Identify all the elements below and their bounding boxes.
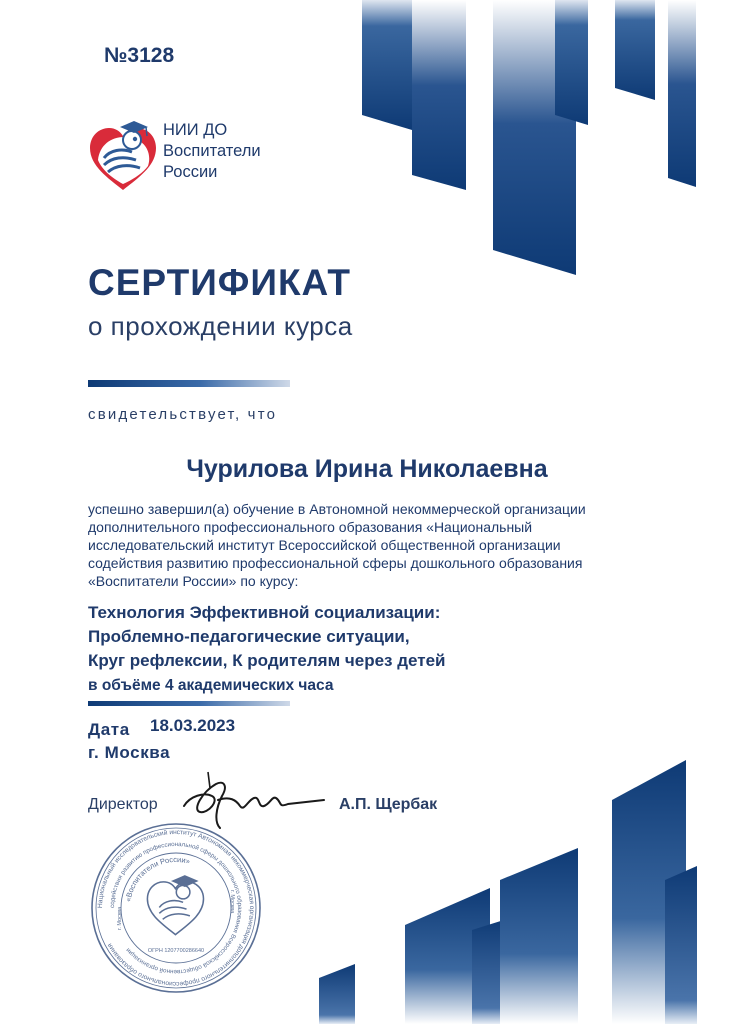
seal-outer-text: Национальный исследовательский институт Автономная некоммерческая организация дополнительного профессионального образования: [96, 828, 256, 988]
certificate-subtitle: о прохождении курса: [88, 311, 353, 341]
org-name-line: Воспитатели: [163, 142, 261, 160]
seal-logo-icon: [147, 876, 203, 935]
course-line: Технология Эффективной социализации:: [88, 603, 441, 622]
seal-right-text: г. Москва: [229, 890, 235, 914]
organization-name: [163, 120, 261, 183]
certificate-number: №3128: [104, 44, 175, 67]
certificate-title: СЕРТИФИКАТ: [88, 262, 352, 303]
certifies-text: свидетельствует, что: [88, 406, 278, 423]
director-label: Директор: [88, 796, 158, 813]
org-name-line: России: [163, 163, 218, 181]
completion-line: исследовательский институт Всероссийской общественной организации: [88, 537, 561, 553]
completion-line: «Воспитатели России» по курсу:: [88, 573, 299, 589]
course-title: [88, 601, 688, 673]
date-value: 18.03.2023: [150, 716, 236, 735]
course-line: Круг рефлексии, К родителям через детей: [88, 651, 446, 670]
seal-center-text: «Воспитатели России»: [123, 854, 192, 903]
decor-bar: [665, 866, 697, 1024]
decor-bar: [319, 964, 355, 1024]
date-label: Дата: [88, 720, 130, 739]
director-name: А.П. Щербак: [339, 796, 438, 813]
completion-line: содействия развитию профессиональной сферы дошкольного образования: [88, 555, 583, 571]
decor-bar: [500, 848, 578, 1024]
org-name-line: НИИ ДО: [163, 121, 228, 139]
recipient-name: Чурилова Ирина Николаевна: [186, 455, 548, 483]
completion-text: [88, 500, 668, 590]
seal-inner-text: содействия развитию профессиональной сферы дошкольного образования Всероссийской общественной организации: [108, 840, 244, 976]
official-seal: [88, 820, 264, 996]
heart-owl-logo: [86, 114, 160, 194]
completion-line: успешно завершил(а) обучение в Автономной некоммерческой организации: [88, 501, 586, 517]
divider: [88, 380, 290, 387]
city: г. Москва: [88, 743, 171, 762]
seal-ogrn: ОГРН 1207700286640: [147, 948, 205, 954]
course-line: Проблемно-педагогические ситуации,: [88, 627, 410, 646]
course-hours: в объёме 4 академических часа: [88, 677, 334, 694]
seal-left-text: г. Москва: [117, 906, 123, 930]
divider: [88, 701, 290, 706]
completion-line: дополнительного профессионального образования «Национальный: [88, 519, 533, 535]
